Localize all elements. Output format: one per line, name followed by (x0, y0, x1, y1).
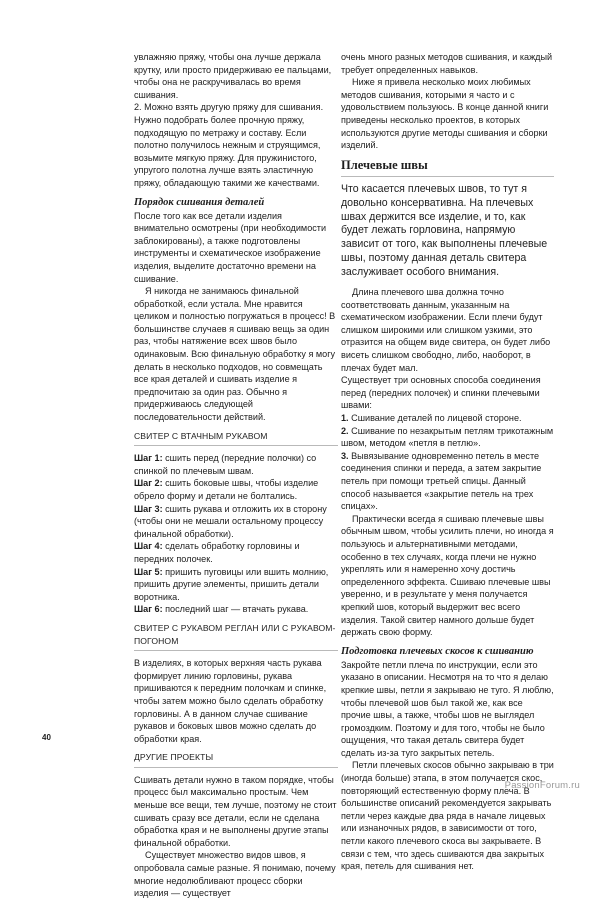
paragraph: Петли плечевых скосов обычно закрываю в три (иногда больше) этапа, в этом получается скос, повторяющий естественную форму плеча. В большинстве описаний рекомендуется закрывать петли через каждые два ряда в начале лицевых или изнаночных рядов, в зависимости от того, петли какого плечевого скоса вы закрываете. В связи с тем, что здесь сшиваются два закрытых края, петель для сшивания нет. (341, 760, 554, 872)
methods-list (341, 412, 554, 513)
paragraph: Существует множество видов швов, я опробовала самые разные. Я понимаю, почему многие недолюбливают процесс сборки изделия — существует (134, 850, 336, 899)
paragraph: Ниже я привела несколько моих любимых методов сшивания, которыми я часто и с удовольствием пользуюсь. В конце данной книги приведены несколько проектов, в которых используются другие методы сшивания и сборки изделий. (341, 77, 549, 151)
paragraph: очень много разных методов сшивания, и каждый требует определенных навыков. (341, 52, 553, 75)
step-item: Шаг 3: сшить рукава и отложить их в сторону (чтобы они не мешали остальному процессу финальной обработки). (134, 503, 327, 539)
paragraph: В изделиях, в которых верхняя часть рукава формирует линию горловины, рукава пришиваются к передним полочкам и спинке, чтобы затем можно было сделать обработку горловины. А в данном случае сшивание рукавов и боковых швов можно сделать до обработки края. (134, 658, 327, 744)
paragraph: Длина плечевого шва должна точно соответствовать данным, указанным на схематическом изображении. Если плечи будут слишком широкими или слишком узкими, это отразится на общем виде свитера, он будет либо висеть слишком свободно, либо, наоборот, в плечах будет мал. (341, 287, 551, 373)
step-item: Шаг 4: сделать обработку горловины и передних полочек. (134, 541, 300, 564)
section-heading-order: Порядок сшивания деталей (134, 196, 265, 208)
subsection-heading-set-in: СВИТЕР С ВТАЧНЫМ РУКАВОМ (134, 430, 268, 441)
divider (341, 176, 554, 177)
method-item: 2. Сшивание по незакрытым петлям трикотажным швом, методом «петля в петлю». (341, 425, 554, 449)
right-column (341, 51, 554, 873)
section-heading-prep: Подготовка плечевых скосов к сшиванию (341, 645, 534, 657)
paragraph: Сшивать детали нужно в таком порядке, чтобы процесс был максимально простым. Чем меньше все вещи, тем лучше, поэтому не стоит сшивать сразу все детали, если не сделана обработка края и не выполнены другие этапы финальной обработки. (134, 774, 337, 848)
divider (134, 445, 338, 446)
steps-list (134, 452, 338, 616)
paragraph: Существует три основных способа соединения перед (передних полочек) и спинки плечевыми швами: (341, 375, 541, 411)
step-item: Шаг 6: последний шаг — втачать рукава. (134, 604, 309, 615)
step-item: Шаг 1: сшить перед (передние полочки) со спинкой по плечевым швам. (134, 453, 317, 476)
method-item: 3. Вывязывание одновременно петель в месте соединения спинки и переда, а затем закрытие петель при помощи третьей спицы. Данный способ называется «закрытие петель на трех спицах». (341, 450, 542, 512)
lead-paragraph: Что касается плечевых швов, то тут я довольно консервативна. На плечевых швах держится все изделие, и то, как будет лежать горловина, напрямую зависит от того, как выполнены плечевые швы, поэтому данная деталь свитера заслуживает особого внимания. (341, 182, 548, 279)
watermark: PassionForum.ru (504, 780, 580, 791)
subsection-heading-other: ДРУГИЕ ПРОЕКТЫ (134, 752, 214, 763)
method-item: 1. Сшивание деталей по лицевой стороне. (341, 413, 522, 424)
section-heading-shoulder: Плечевые швы (341, 157, 428, 172)
left-column (134, 51, 338, 900)
step-item: Шаг 2: сшить боковые швы, чтобы изделие обрело форму и детали не болтались. (134, 478, 319, 501)
divider (134, 650, 338, 651)
paragraph: 2. Можно взять другую пряжу для сшивания. Нужно подобрать более прочную пряжу, подходящую по метражу и составу. Если полотно получилось нежным и струящимся, возьмите мягкую пряжу. Для пружинистого, упругого полотна лучше взять эластичную пряжу, обладающую такими же качествами. (134, 102, 324, 188)
paragraph: Практически всегда я сшиваю плечевые швы обычным швом, чтобы усилить плечи, но иногда я пользуюсь и альтернативными методами, особенно в тех случаях, когда плечи не нужно укреплять или я намеренно хочу достичь определенного эффекта. Сшиваю плечевые швы уверенно, и в результате у меня получается крепкий шов, который выдержит вес всего изделия. Такой свитер намного дольше будет держать свою форму. (341, 513, 554, 638)
paragraph: После того как все детали изделия внимательно осмотрены (при необходимости заблокированы), а также подготовлены инструменты и схематическое изображение изделия, выделите достаточно времени на сшивание. (134, 210, 327, 284)
paragraph: Я никогда не занимаюсь финальной обработкой, если устала. Мне нравится целиком и полностью погружаться в процесс! В большинстве случаев я сшиваю вещь за один раз, чтобы натяжение всех швов было одинаковым. Всю финальную обработку я могу делать в несколько подходов, но совмещать все края деталей и сшивать изделие я предпочитаю за один раз. Обычно я придерживаюсь следующей последовательности действий. (134, 286, 336, 423)
subsection-heading-raglan: СВИТЕР С РУКАВОМ РЕГЛАН ИЛИ С РУКАВОМ-ПОГОНОМ (134, 622, 336, 646)
step-item: Шаг 5: пришить пуговицы или вшить молнию, пришить другие элементы, пришить детали воротника. (134, 566, 329, 602)
paragraph: увлажняю пряжу, чтобы она лучше держала крутку, или просто придерживаю ее пальцами, чтобы она не раскручивалась во время сшивания. (134, 52, 332, 100)
page-number: 40 (42, 733, 51, 742)
divider (134, 767, 338, 768)
paragraph: Закройте петли плеча по инструкции, если это указано в описании. Несмотря на то что я делаю крепкие швы, петли я закрываю не туго. Я люблю, чтобы плечевой шов был такой же, как все прочие швы, а также, чтобы шов не выглядел громоздким. Поэтому и для того, чтобы не было ощущения, что такая деталь свитера будет сделать из-за туго закрытых петель. (341, 659, 554, 758)
